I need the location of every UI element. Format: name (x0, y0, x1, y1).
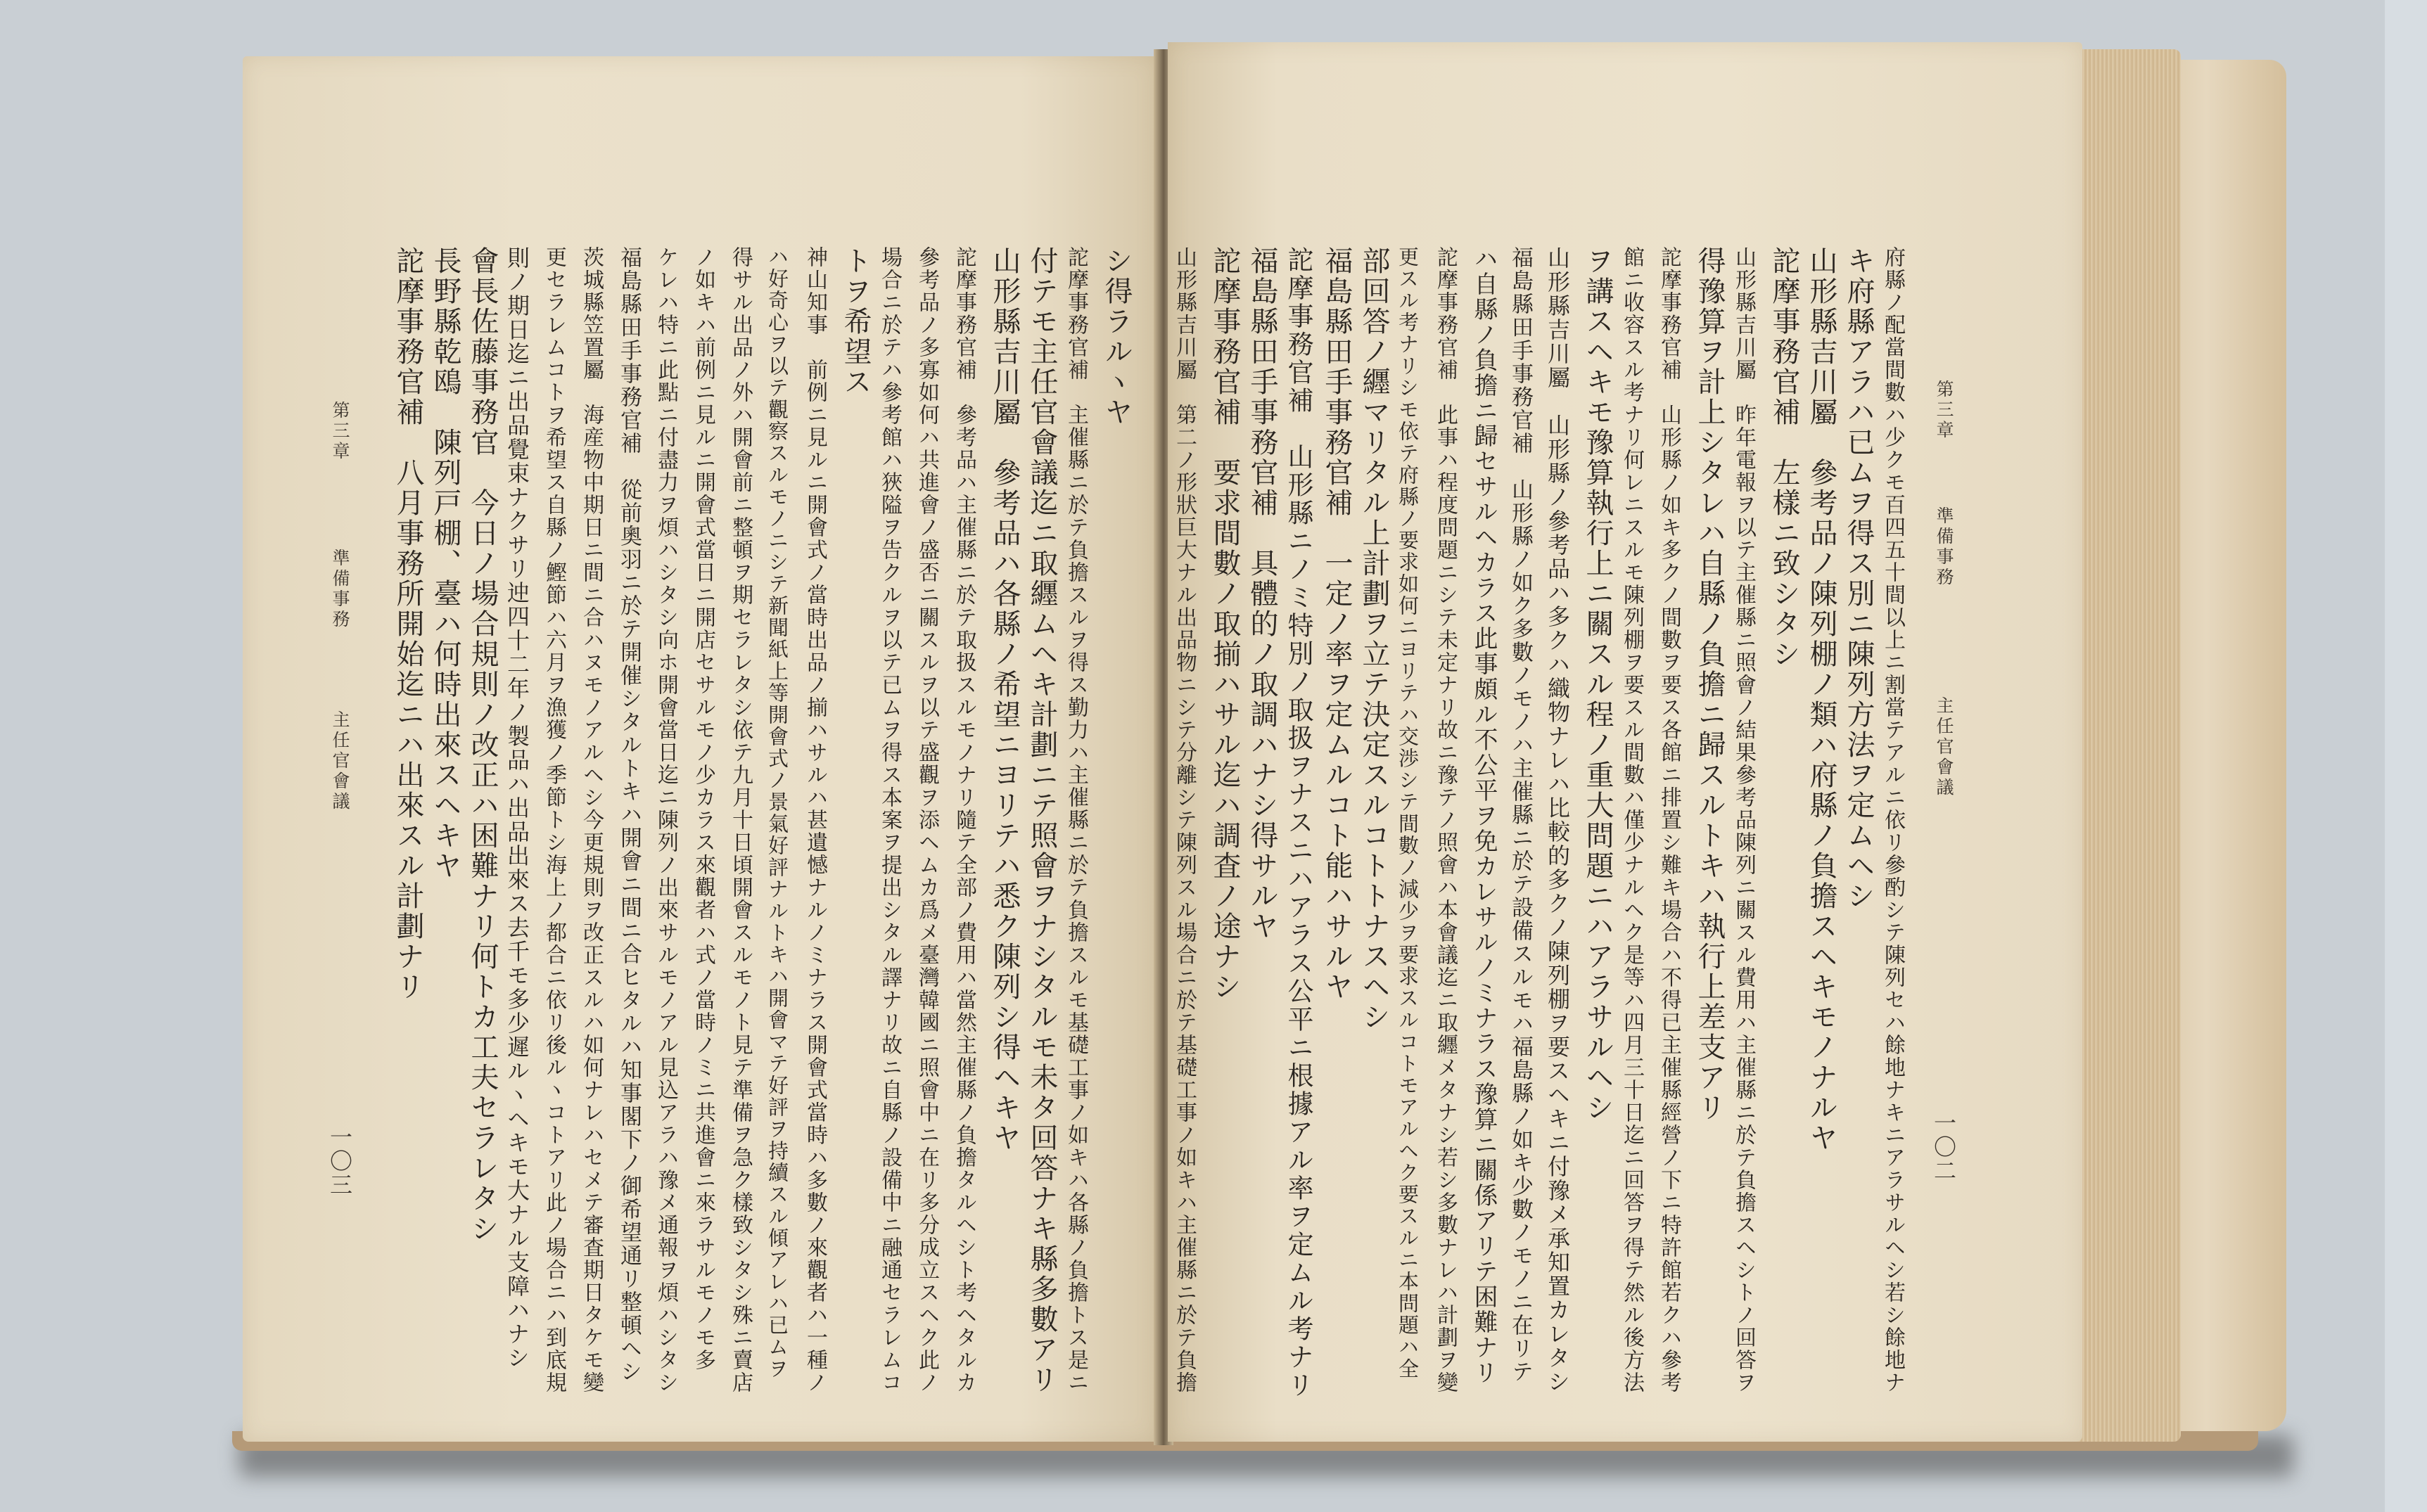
text-column: 參考品ノ多寡如何ハ共進會ノ盛否ニ關スルヲ以テ盛觀ヲ添ヘムカ爲メ臺灣韓國ニ照會中ニ在リ多分成立スヘク此ノ (915, 246, 939, 1394)
text-column: ケレハ特ニ此點ニ付盡力ヲ煩ハシタシ向ホ開會當日迄ニ陳列ノ出來サルモノアル見込アラハ豫メ通報ヲ煩ハシタシ (654, 246, 678, 1394)
text-column: 福島縣田手事務官補 一定ノ率ヲ定ムルコト能ハサルヤ (1320, 246, 1353, 1002)
text-column: 福島縣田手事務官補 從前奧羽ニ於テ開催シタルトキハ開會ニ間ニ合ヒタルハ知事閣下ノ御希望通リ整頓ヘシ (616, 246, 642, 1383)
text-column: 詑摩事務官補 山形縣ニノミ特別ノ取扱ヲナスニハアラス公平ニ根據アル率ヲ定ムル考ナリ (1283, 246, 1313, 1399)
text-column: 福島縣田手事務官補 具體的ノ取調ハナシ得サルヤ (1246, 246, 1278, 942)
text-column: ヲ講スヘキモ豫算執行上ニ關スル程ノ重大問題ニハアラサルヘシ (1581, 246, 1614, 1123)
page-stack-edge (2075, 49, 2181, 1442)
background (2385, 0, 2427, 1512)
left-page-number: 一〇三 (326, 1125, 353, 1197)
text-column: 福島縣田手事務官補 山形縣ノ如ク多數ノモノハ主催縣ニ於テ設備スルモハ福島縣ノ如キ少數ノモノニ在リテ (1508, 246, 1533, 1383)
text-column: 茨城縣笠置屬 海産物中期日ニ間ニ合ハヌモノアルヘシ今更規則ヲ改正スルハ如何ナレハセメテ審査期日タケモ變 (579, 246, 604, 1394)
text-column: 得サル出品ノ外ハ開會前ニ整頓ヲ期セラレタシ依テ九月十日頃開會スルモノト見テ準備ヲ急ク樣致シタシ殊ニ賣店 (728, 246, 753, 1394)
text-column: 部回答ノ纒マリタル上計劃ヲ立テ決定スルコトトナスヘシ (1358, 246, 1390, 1032)
text-column: 山形縣吉川屬 參考品ノ陳列棚ノ類ハ府縣ノ負擔スヘキモノナルヤ (1805, 246, 1837, 1153)
left-running-head-topic: 主任官會議 (330, 710, 350, 812)
text-column: 山形縣吉川屬 參考品ハ各縣ノ希望ニヨリテハ悉ク陳列シ得ヘキヤ (988, 246, 1021, 1153)
text-column: 詑摩事務官補 山形縣ノ如キ多クノ間數ヲ要ス各館ニ排置シ難キ場合ハ不得已主催縣經營ノ下ニ特許館若クハ參考 (1657, 246, 1681, 1394)
text-column: 神山知事 前例ニ見ルニ開會式ノ當時出品ノ揃ハサルハ甚遺憾ナルノミナラス開會式當時ハ多數ノ來觀者ハ一種ノ (803, 246, 827, 1394)
right-page (1168, 42, 2082, 1442)
text-column: 長野縣乾鴎 陳列戸棚、臺ハ何時出來スヘキヤ (429, 246, 461, 881)
text-column: 山形縣吉川屬 昨年電報ヲ以テ主催縣ニ照會ノ結果參考品陳列ニ關スル費用ハ主催縣ニ於テ負擔スヘシトノ回答ヲ (1731, 246, 1756, 1394)
text-column: 詑摩事務官補 要求間數ノ取揃ハサル迄ハ調査ノ途ナシ (1209, 246, 1241, 1002)
text-column: 得豫算ヲ計上シタレハ自縣ノ負擔ニ歸スルトキハ執行上差支アリ (1693, 246, 1726, 1123)
text-column: 詑摩事務官補 參考品ハ主催縣ニ於テ取扱スルモノナリ隨テ全部ノ費用ハ當然主催縣ノ負擔タルヘシト考ヘタルカ (952, 246, 976, 1394)
text-column: 場合ニ於テハ參考館ハ狹隘ヲ告クルヲ以テ已ムヲ得ス本案ヲ提出シタル譯ナリ故ニ自縣ノ設備中ニ融通セラレムコ (877, 246, 902, 1394)
text-column: 府縣ノ配當間數ハ少クモ百四五十間以上ニ割當テアルニ依リ參酌シテ陳列セハ餘地ナキニアラサルヘシ若シ餘地ナ (1880, 246, 1905, 1394)
text-column: 更セラレムコトヲ希望ス自縣ノ鰹節ハ六月ヲ漁獲ノ季節トシ海上ノ都合ニ依リ後ルヽコトアリ此ノ場合ニハ到底規 (542, 246, 566, 1394)
text-column: 會長佐藤事務官 今日ノ場合規則ノ改正ハ困難ナリ何トカ工夫セラレタシ (466, 246, 499, 1244)
text-column: 山形縣吉川屬 第二ノ形狀巨大ナル出品物ニシテ分離シテ陳列スル場合ニ於テ基礎工事ノ如キハ主催縣ニ於テ負擔 (1172, 246, 1197, 1394)
text-column: ハ自縣ノ負擔ニ歸セサルヘカラス此事頗ル不公平ヲ免カレサルノミナラス豫算ニ關係アリテ困難ナリ (1470, 246, 1498, 1385)
text-column: 付テモ主任官會議迄ニ取纒ムヘキ計劃ニテ照會ヲナシタルモ未タ回答ナキ縣多數アリ (1026, 246, 1058, 1395)
right-running-head-chapter: 第三章 (1934, 380, 1954, 441)
text-column: 詑摩事務官補 主催縣ニ於テ負擔スルヲ得ス勤力ハ主催縣ニ於テ負擔スルモ基礎工事ノ如キハ各縣ノ負擔トス是ニ (1064, 246, 1088, 1394)
right-running-head-section: 準備事務 (1934, 506, 1954, 588)
text-column: 山形縣吉川屬 山形縣ノ參考品ハ多クハ織物ナレハ比較的多クノ陳列棚ヲ要スヘキニ付豫メ承知置カレタシ (1544, 246, 1571, 1394)
text-column: キ府縣アラハ已ムヲ得ス別ニ陳列方法ヲ定ムヘシ (1842, 246, 1875, 911)
text-column: トヲ希望ス (839, 246, 872, 397)
text-column: シ得ラルヽヤ (1100, 246, 1133, 428)
text-column: 館ニ收容スル考ナリ何レニスルモ陳列棚ヲ要スル間數ハ僅少ナルヘク是等ハ四月三十日迄ニ回答ヲ得テ然ル後方法 (1619, 246, 1644, 1394)
left-running-head-section: 準備事務 (330, 549, 350, 630)
right-running-head-topic: 主任官會議 (1934, 696, 1954, 798)
left-running-head-chapter: 第三章 (330, 401, 350, 462)
right-page-number: 一〇二 (1930, 1111, 1957, 1183)
text-column: ノ如キハ前例ニ見ルニ開會式當日ニ開店セサルモノ少カラス來觀者ハ式ノ當時ノミニ共進會ニ來ラサルモノモ多 (691, 246, 715, 1371)
text-column: ハ好奇心ヲ以テ觀察スルモノニシテ新聞紙上等開會式ノ景氣好評ナルトキハ開會マテ好評ヲ持續スル傾アレハ已ムヲ (765, 246, 789, 1380)
text-column: 詑摩事務官補 此事ハ程度問題ニシテ未定ナリ故ニ豫テノ照會ハ本會議迄ニ取纒メタナシ若シ多數ナレハ計劃ヲ變 (1433, 246, 1458, 1394)
text-column: 詑摩事務官補 八月事務所開始迄ニハ出來スル計劃ナリ (392, 246, 424, 1002)
text-column: 則ノ期日迄ニ出品覺束ナクサリ迚四十二年ノ製品ハ出品出來ス去千モ多少遲ルヽヘキモ大ナル支障ハナシ (504, 246, 530, 1370)
text-column: 詑摩事務官補 左樣ニ致シタシ (1768, 246, 1800, 669)
left-page (243, 56, 1157, 1442)
text-column: 更スル考ナリシモ依テ府縣ノ要求如何ニヨリテハ交渉シテ間數ノ減少ヲ要求スルコトモアルヘク要スルニ本問題ハ全 (1396, 246, 1420, 1380)
